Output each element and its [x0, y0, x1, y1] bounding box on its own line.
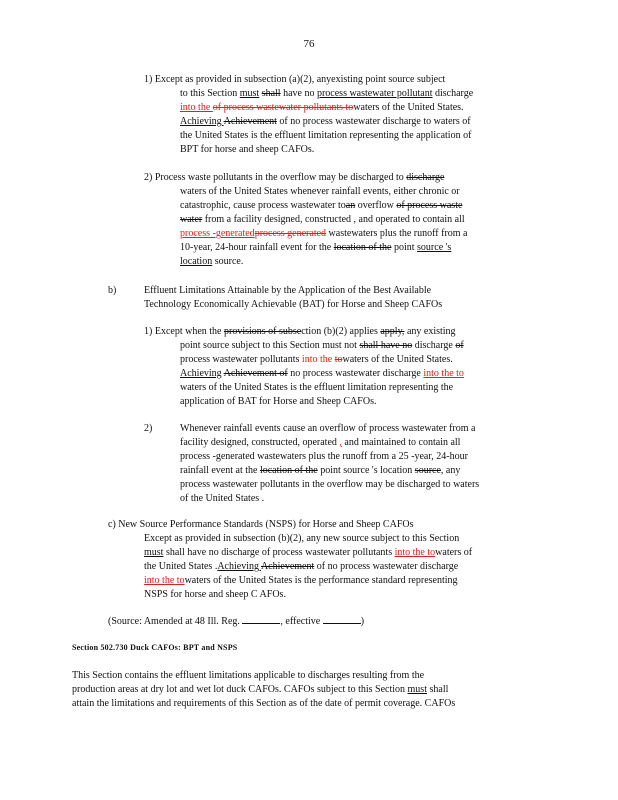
blank-line — [242, 614, 280, 624]
text-line: b) Effluent Limitations Attainable by the Application of the Best Available — [108, 285, 432, 296]
text-line: BPT for horse and sheep CAFOs. — [180, 144, 315, 155]
text-line: (Source: Amended at 48 Ill. Reg. , effective ) — [108, 616, 365, 627]
text-line: Achieving Achievement of no process wastewater discharge into the to — [180, 368, 464, 379]
text-line: location source. — [180, 256, 244, 267]
subsection-c — [108, 518, 540, 602]
source-note — [108, 614, 528, 629]
paragraph-b1 — [144, 325, 536, 409]
paragraph-b2 — [144, 422, 540, 506]
text-line: 2) Whenever rainfall events cause an overflow of process wastewater from a — [144, 423, 476, 434]
page-number: 76 — [303, 38, 315, 50]
text-line: 10-year, 24-hour rainfall event for the location of the point source 's — [180, 242, 452, 253]
text-line: Achieving Achievement of no process wastewater discharge to waters of — [180, 116, 471, 127]
section-body — [72, 669, 540, 711]
text-line: catastrophic, cause process wastewater toan overflow of process waste — [180, 200, 463, 211]
text-line: process wastewater pollutants into the towaters of the United States. — [180, 354, 453, 365]
text-line: into the towaters of the United States is the performance standard representing — [144, 575, 458, 586]
text-line: of the United States . — [180, 493, 265, 504]
text-line: point source subject to this Section must not shall have no discharge of — [180, 340, 464, 351]
paragraph-a2 — [144, 171, 536, 269]
text-line: waters of the United States whenever rainfall events, either chronic or — [180, 186, 460, 197]
text-line: process -generated wastewaters plus the runoff from a 25 -year, 24-hour — [180, 451, 468, 462]
text-line: to this Section must shall have no process wastewater pollutant discharge — [180, 88, 474, 99]
section-title: Section 502.730 Duck CAFOs: BPT and NSPS — [72, 643, 238, 652]
text-line: rainfall event at the location of the point source 's location source, any — [180, 465, 461, 476]
text-line: facility designed, constructed, operated , and maintained to contain all — [180, 437, 461, 448]
text-line: process -generatedprocess generated wastewaters plus the runoff from a — [180, 228, 468, 239]
blank-line — [323, 614, 361, 624]
text-line: 1) Except as provided in subsection (a)(2), anyexisting point source subject — [144, 74, 446, 85]
subsection-b-heading — [108, 284, 548, 312]
text-line: This Section contains the effluent limitations applicable to discharges resulting from the — [72, 670, 425, 681]
text-line: the United States .Achieving Achievement of no process wastewater discharge — [144, 561, 459, 572]
text-line: water from a facility designed, constructed , and operated to contain all — [180, 214, 465, 225]
text-line: into the of process wastewater pollutants towaters of the United States. — [180, 102, 464, 113]
text-line: application of BAT for Horse and Sheep CAFOs. — [180, 396, 377, 407]
text-line: Technology Economically Achievable (BAT) for Horse and Sheep CAFOs — [144, 299, 443, 310]
paragraph-a1 — [144, 73, 536, 157]
text-line: must shall have no discharge of process wastewater pollutants into the towaters of — [144, 547, 473, 558]
text-line: c) New Source Performance Standards (NSPS) for Horse and Sheep CAFOs — [108, 519, 414, 530]
text-line: waters of the United States is the effluent limitation representing the — [180, 382, 454, 393]
text-line: 2) Process waste pollutants in the overflow may be discharged to discharge — [144, 172, 445, 183]
text-line: 1) Except when the provisions of subsection (b)(2) applies apply, any existing — [144, 326, 456, 337]
text-line: the United States is the effluent limitation representing the application of — [180, 130, 472, 141]
text-line: attain the limitations and requirements of this Section as of the date of permit coverage. CAFOs — [72, 698, 456, 709]
text-line: NSPS for horse and sheep C AFOs. — [144, 589, 286, 600]
text-line: production areas at dry lot and wet lot duck CAFOs. CAFOs subject to this Section must shall — [72, 684, 449, 695]
text-line: process wastewater pollutants in the overflow may be discharged to waters — [180, 479, 480, 490]
section-heading — [72, 641, 472, 655]
text-line: Except as provided in subsection (b)(2), any new source subject to this Section — [144, 533, 460, 544]
